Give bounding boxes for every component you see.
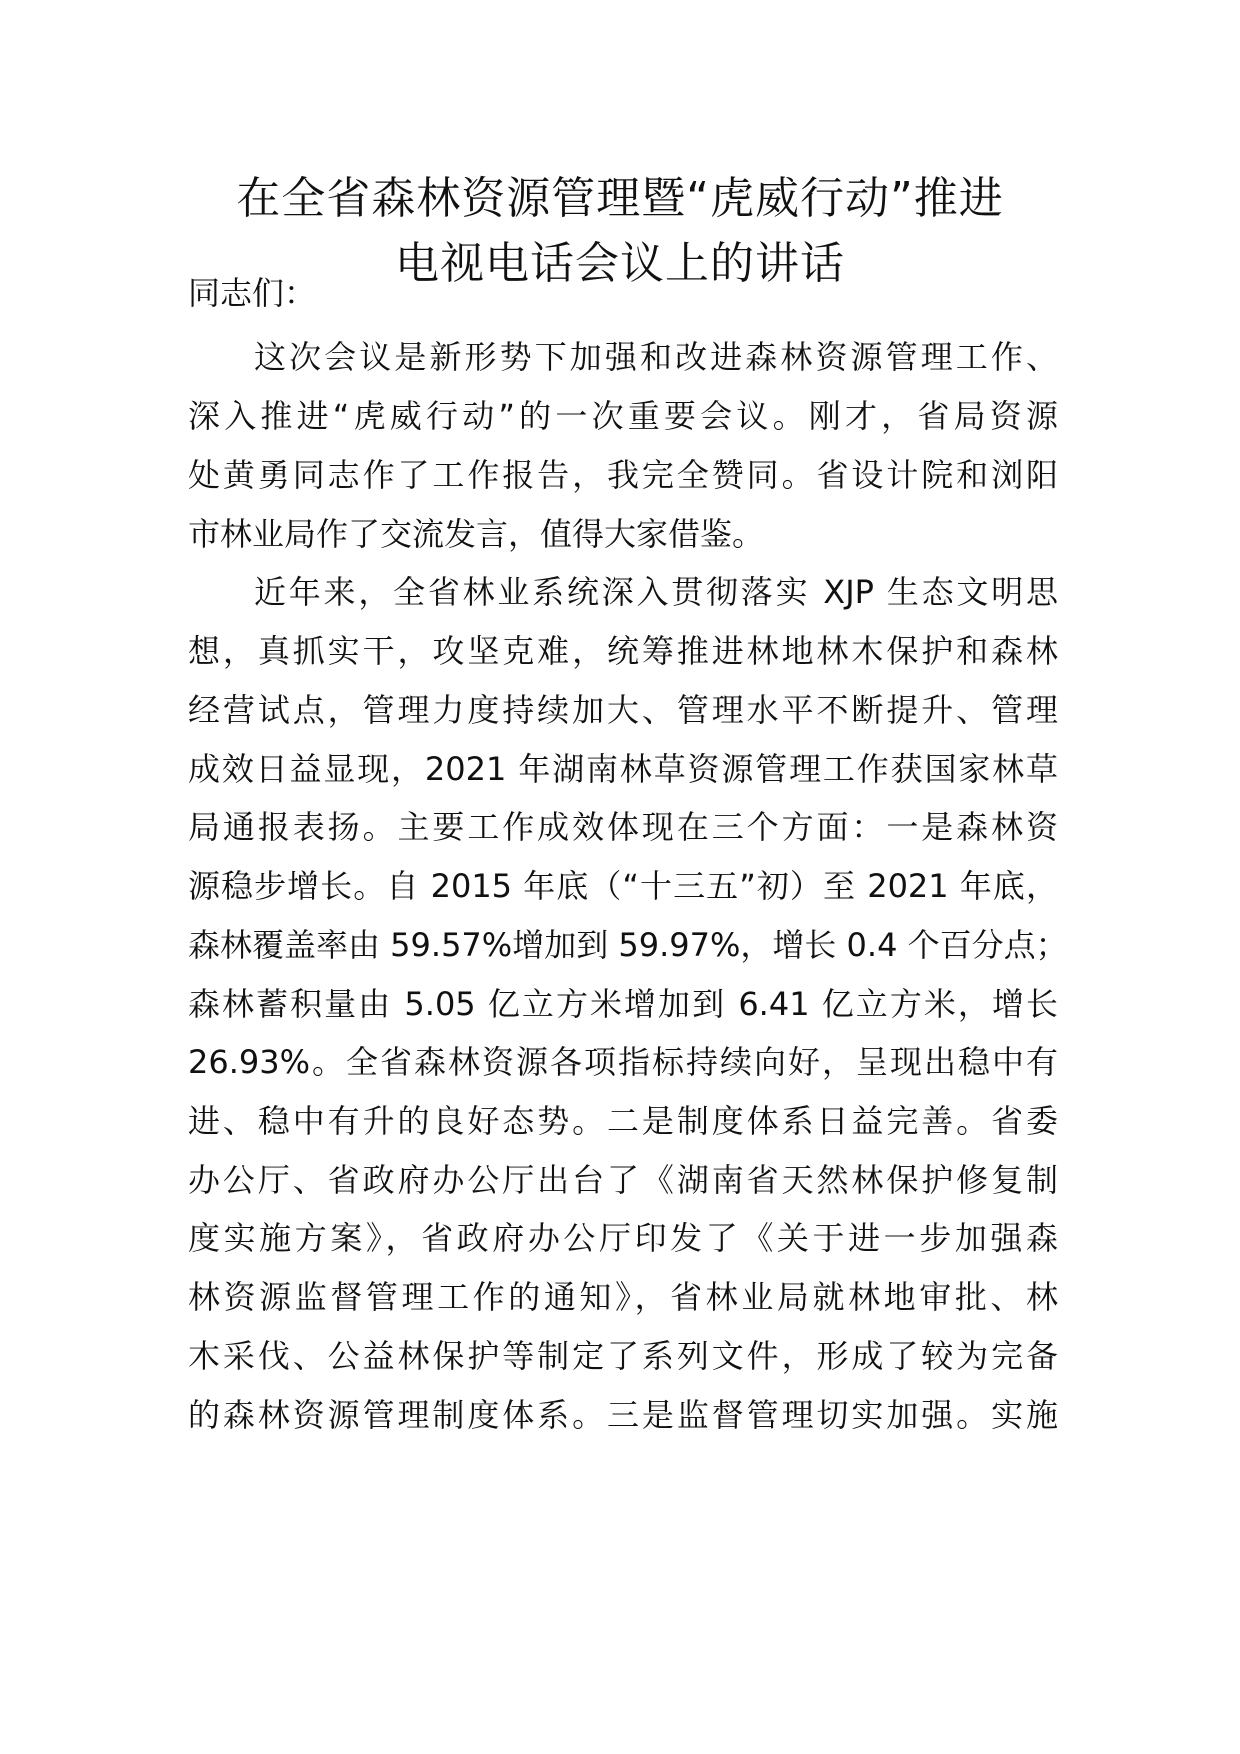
paragraph-2-line-13: 林资源监督管理工作的通知》，省林业局就林地审批、林 <box>188 1278 1058 1316</box>
paragraph-2-line-5: 局通报表扬。主要工作成效体现在三个方面：一是森林资 <box>188 808 1058 846</box>
paragraph-1-line-1: 这次会议是新形势下加强和改进森林资源管理工作、 <box>254 338 1058 376</box>
paragraph-2-line-11: 办公厅、省政府办公厅出台了《湖南省天然林保护修复制 <box>188 1161 1058 1199</box>
paragraph-2-line-6: 源稳步增长。自 2015 年底（“十三五”初）至 2021 年底， <box>188 867 1058 905</box>
paragraph-2-line-9: 26.93%。全省森林资源各项指标持续向好，呈现出稳中有 <box>188 1043 1058 1081</box>
paragraph-2-line-12: 度实施方案》，省政府办公厅印发了《关于进一步加强森 <box>188 1219 1058 1257</box>
paragraph-1-line-3: 处黄勇同志作了工作报告，我完全赞同。省设计院和浏阳 <box>188 456 1058 494</box>
paragraph-1-line-2: 深入推进“虎威行动”的一次重要会议。刚才，省局资源 <box>188 397 1058 435</box>
paragraph-1-line-4: 市林业局作了交流发言，值得大家借鉴。 <box>188 515 765 553</box>
paragraph-2-line-10: 进、稳中有升的良好态势。二是制度体系日益完善。省委 <box>188 1102 1058 1140</box>
document-title-line-2: 电视电话会议上的讲话 <box>395 238 845 289</box>
paragraph-2-line-7: 森林覆盖率由 59.57%增加到 59.97%，增长 0.4 个百分点； <box>188 926 1068 964</box>
paragraph-2-line-1: 近年来，全省林业系统深入贯彻落实 XJP 生态文明思 <box>254 573 1058 611</box>
paragraph-2-line-15: 的森林资源管理制度体系。三是监督管理切实加强。实施 <box>188 1396 1058 1434</box>
paragraph-2-line-4: 成效日益显现，2021 年湖南林草资源管理工作获国家林草 <box>188 750 1058 788</box>
document-title-line-1: 在全省森林资源管理暨“虎威行动”推进 <box>236 173 1004 224</box>
salutation: 同志们： <box>188 274 317 312</box>
paragraph-2-line-14: 木采伐、公益林保护等制定了系列文件，形成了较为完备 <box>188 1337 1058 1375</box>
paragraph-2-line-2: 想，真抓实干，攻坚克难，统筹推进林地林木保护和森林 <box>188 632 1058 670</box>
paragraph-2-line-8: 森林蓄积量由 5.05 亿立方米增加到 6.41 亿立方米，增长 <box>188 985 1058 1023</box>
paragraph-2-line-3: 经营试点，管理力度持续加大、管理水平不断提升、管理 <box>188 691 1058 729</box>
